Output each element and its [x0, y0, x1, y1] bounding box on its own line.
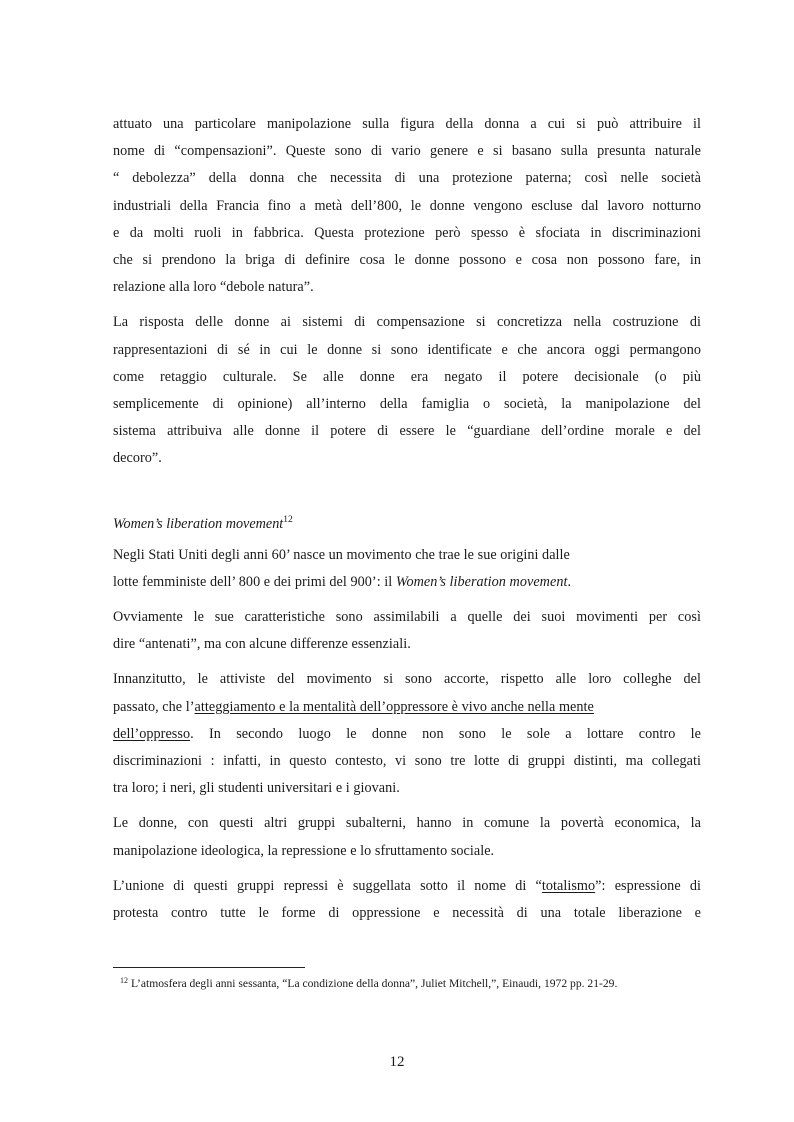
text-line: nome di “compensazioni”. Queste sono di vario genere e si basano sulla presunta naturale: [113, 143, 701, 160]
underlined-phrase: dell’oppresso: [113, 725, 191, 742]
movement-name: Women’s liberation movement: [395, 573, 568, 590]
page-body: [113, 111, 701, 935]
text-line: lotte femministe dell’ 800 e dei primi del 900’: il Women’s liberation movement.: [113, 573, 572, 590]
paragraph-innanzitutto: [113, 666, 701, 802]
text-line: che si prendono la briga di definire cosa le donne possono e cosa non possono fare, in: [113, 252, 701, 269]
text-line: passato, che l’atteggiamento e la mentalità dell’oppressore è vivo anche nella mente: [113, 698, 594, 715]
paragraph-stati-uniti: [113, 542, 701, 596]
section-heading: [113, 507, 701, 538]
section-heading-text: Women’s liberation movement: [113, 515, 284, 532]
text-line: manipolazione ideologica, la repressione e lo sfruttamento sociale.: [113, 842, 495, 859]
footnote: [120, 973, 617, 992]
text-line: “ debolezza” della donna che necessita di una protezione paterna; così nelle società: [113, 170, 701, 187]
text-line: Negli Stati Uniti degli anni 60’ nasce un movimento che trae le sue origini dalle: [113, 546, 570, 563]
text-line: dell’oppresso. In secondo luogo le donne non sono le sole a lottare contro le: [113, 725, 701, 742]
text-line: Le donne, con questi altri gruppi subalterni, hanno in comune la povertà economica, la: [113, 815, 701, 832]
underlined-phrase: atteggiamento e la mentalità dell’oppressore è vivo anche nella mente: [194, 698, 594, 715]
text-line: sistema attribuiva alle donne il potere di essere le “guardiane dell’ordine morale e del: [113, 423, 701, 440]
paragraph-compensazioni: [113, 111, 701, 301]
text-line: come retaggio culturale. Se alle donne era negato il potere decisionale (o più: [113, 368, 701, 385]
paragraph-ovviamente: [113, 604, 701, 658]
text-line: semplicemente di opinione) all’interno della famiglia o società, la manipolazione del: [113, 396, 701, 413]
page-number: 12: [389, 1054, 405, 1070]
text-line: protesta contro tutte le forme di oppressione e necessità di una totale liberazione e: [113, 905, 701, 922]
text-line: e da molti ruoli in fabbrica. Questa protezione però spesso è sfociata in discriminazioni: [113, 224, 701, 241]
text-line: relazione alla loro “debole natura”.: [113, 279, 314, 296]
text-line: industriali della Francia fino a metà dell’800, le donne vengono escluse dal lavoro notturno: [113, 197, 701, 214]
text-line: tra loro; i neri, gli studenti universitari e i giovani.: [113, 780, 400, 797]
text-line: decoro”.: [113, 450, 162, 467]
underlined-term: totalismo: [541, 877, 596, 894]
footnote-separator: [113, 967, 305, 968]
footnote-text: L’atmosfera degli anni sessanta, “La condizione della donna”, Juliet Mitchell,”, Einaudi, 1972 pp. 21-29.: [131, 977, 618, 990]
paragraph-le-donne: [113, 810, 701, 864]
paragraph-risposta: [113, 309, 701, 472]
footnote-reference[interactable]: 12: [283, 514, 293, 525]
text-line: Ovviamente le sue caratteristiche sono assimilabili a quelle dei suoi movimenti per così: [113, 609, 701, 626]
text-line: rappresentazioni di sé in cui le donne si sono identificate e che ancora oggi permangono: [113, 341, 701, 358]
footnote-number: 12: [120, 976, 128, 985]
text-line: Innanzitutto, le attiviste del movimento si sono accorte, rispetto alle loro colleghe del: [113, 671, 701, 688]
text-line: dire “antenati”, ma con alcune differenze essenziali.: [113, 636, 411, 653]
text-line: attuato una particolare manipolazione sulla figura della donna a cui si può attribuire il: [113, 116, 701, 132]
text-line: L’unione di questi gruppi repressi è suggellata sotto il nome di “totalismo”: espressione di: [113, 877, 702, 894]
text-line: La risposta delle donne ai sistemi di compensazione si concretizza nella costruzione di: [113, 314, 701, 331]
paragraph-unione: [113, 873, 701, 927]
text-line: discriminazioni : infatti, in questo contesto, vi sono tre lotte di gruppi distinti, ma collegati: [113, 753, 701, 770]
